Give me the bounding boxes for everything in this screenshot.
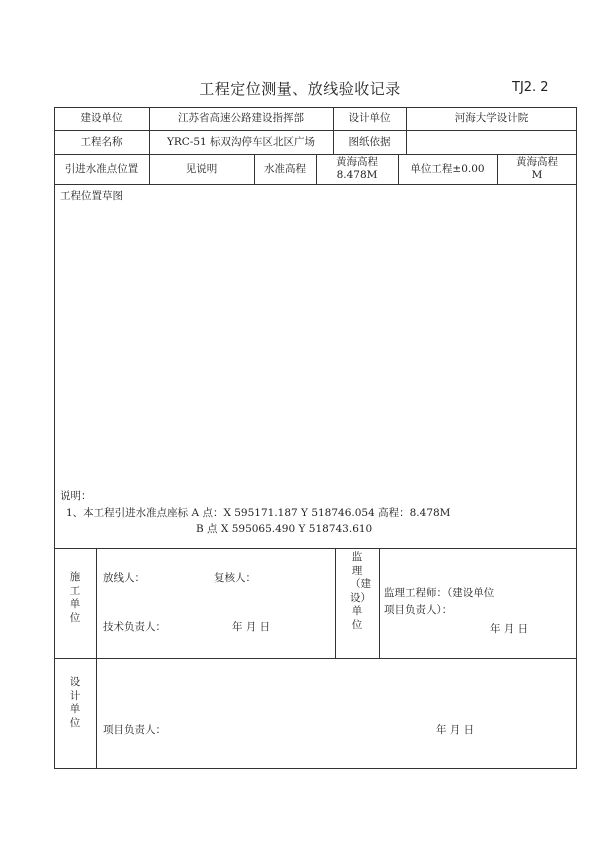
benchmark-location-value: 见说明	[185, 162, 218, 175]
construction-unit-side-label: 施工单位	[69, 571, 81, 624]
project-name-value: YRC-51 标双沟停车区北区广场	[166, 135, 316, 148]
drawing-basis-label: 图纸依据	[348, 135, 391, 148]
row-divider	[54, 658, 577, 659]
design-unit-side-label: 设计单位	[69, 676, 81, 729]
design-unit-value: 河海大学设计院	[454, 112, 529, 124]
drawing-basis-value	[406, 130, 577, 154]
elevation-number: 8.478M	[336, 169, 378, 181]
col-divider	[96, 548, 97, 769]
elevation-system: 黄海高程	[336, 156, 378, 168]
sketch-label: 工程位置草图	[60, 190, 123, 202]
note-line-a: 1、本工程引进水准点座标 A 点：X 595171.187 Y 518746.054 高程：8.478M	[66, 507, 451, 519]
benchmark-elevation-value	[316, 154, 398, 184]
design-project-lead-label: 项目负责人：	[103, 724, 166, 736]
row-divider	[54, 184, 577, 185]
note-label: 说明：	[60, 490, 92, 502]
benchmark-location-label: 引进水准点位置	[64, 162, 139, 175]
construction-date: 年 月 日	[232, 621, 271, 633]
elevation-system: 黄海高程	[516, 156, 558, 168]
row-divider	[54, 548, 577, 549]
form-code: TJ2. 2	[512, 80, 549, 95]
supervision-side-label: 监理（建设）单位	[350, 551, 371, 631]
page-title: 工程定位测量、放线验收记录	[199, 80, 401, 98]
form-table	[54, 107, 577, 769]
note-line-b: B 点 X 595065.490 Y 518743.610	[196, 523, 373, 535]
construction-unit-value: 江苏省高速公路建设指挥部	[178, 112, 304, 124]
supervision-date: 年 月 日	[490, 623, 529, 635]
design-date: 年 月 日	[436, 724, 475, 736]
benchmark-elevation-label: 水准高程	[264, 162, 306, 175]
project-lead-label: 项目负责人）：	[384, 604, 453, 616]
col-divider	[335, 548, 336, 658]
elevation-unit: M	[531, 169, 543, 181]
project-name-label: 工程名称	[80, 135, 123, 148]
construction-unit-label: 建设单位	[80, 112, 123, 124]
unit-zero-value	[497, 154, 577, 184]
tech-lead-label: 技术负责人：	[103, 621, 166, 633]
supervision-engineer-label: 监理工程师：（建设单位	[384, 587, 495, 599]
reviewer-label: 复核人：	[214, 572, 256, 584]
setter-label: 放线人：	[103, 572, 145, 584]
design-unit-label: 设计单位	[348, 112, 391, 124]
col-divider	[379, 548, 380, 658]
unit-zero-label: 单位工程±0.00	[410, 162, 485, 175]
